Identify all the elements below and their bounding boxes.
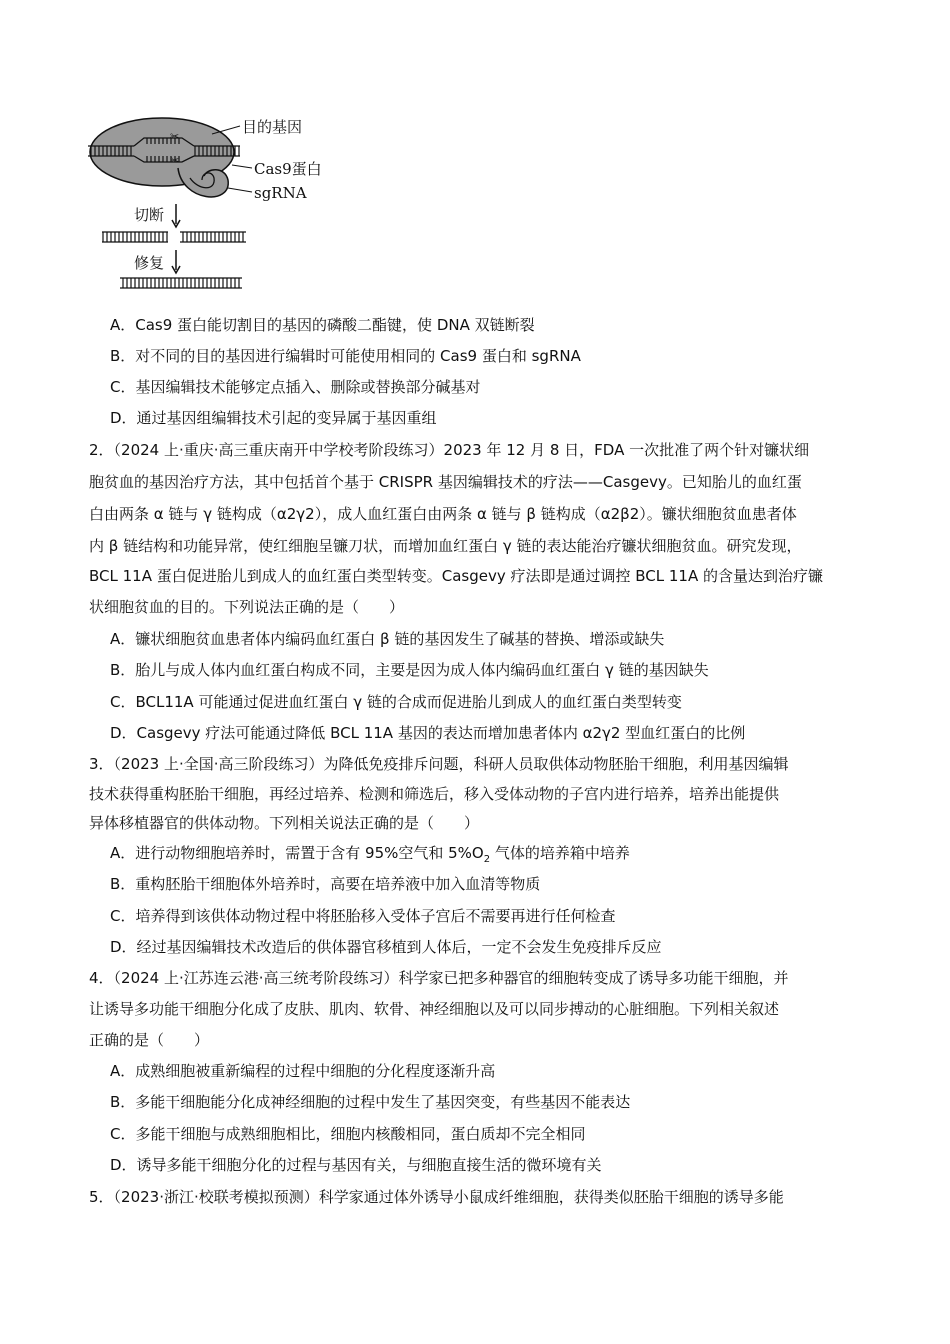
- q4-stem-line: 4．（2024 上·江苏连云港·高三统考阶段练习）科学家已把多种器官的细胞转变成了诱导多功能干细胞，并: [89, 969, 789, 987]
- q2-option-d[interactable]: D．Casgevy 疗法可能通过降低 BCL 11A 基因的表达而增加患者体内 α2γ2 型血红蛋白的比例: [110, 724, 746, 742]
- dna-repaired: [120, 278, 242, 288]
- q2-stem-line: 白由两条 α 链与 γ 链构成（α2γ2），成人血红蛋白由两条 α 链与 β 链构成（α2β2）。镰状细胞贫血患者体: [89, 505, 797, 523]
- q3-stem-line: 技术获得重构胚胎干细胞，再经过培养、检测和筛选后，移入受体动物的子宫内进行培养，培养出能提供: [89, 785, 780, 803]
- label-repair: 修复: [134, 254, 165, 272]
- q4-option-d[interactable]: D．诱导多能干细胞分化的过程与基因有关，与细胞直接生活的微环境有关: [110, 1156, 602, 1174]
- q1-option-a[interactable]: A．Cas9 蛋白能切割目的基因的磷酸二酯键，使 DNA 双链断裂: [110, 316, 535, 334]
- cas9-diagram: [82, 110, 342, 300]
- q2-stem-line: 2．（2024 上·重庆·高三重庆南开中学校考阶段练习）2023 年 12 月 8 日，FDA 一次批准了两个针对镰状细: [89, 441, 810, 459]
- q4-option-a[interactable]: A．成熟细胞被重新编程的过程中细胞的分化程度逐渐升高: [110, 1062, 496, 1080]
- q2-stem-line: BCL 11A 蛋白促进胎儿到成人的血红蛋白类型转变。Casgevy 疗法即是通过调控 BCL 11A 的含量达到治疗镰: [89, 567, 824, 585]
- q1-option-d[interactable]: D．通过基因组编辑技术引起的变异属于基因重组: [110, 409, 437, 427]
- q3-stem-line: 异体移植器官的供体动物。下列相关说法正确的是（ ）: [89, 814, 480, 832]
- q2-option-a[interactable]: A．镰状细胞贫血患者体内编码血红蛋白 β 链的基因发生了碱基的替换、增添或缺失: [110, 630, 665, 648]
- q2-stem-line: 内 β 链结构和功能异常，使红细胞呈镰刀状，而增加血红蛋白 γ 链的表达能治疗镰状细胞贫血。研究发现，: [89, 537, 802, 555]
- label-target-gene: 目的基因: [242, 118, 303, 136]
- q2-option-c[interactable]: C．BCL11A 可能通过促进血红蛋白 γ 链的合成而促进胎儿到成人的血红蛋白类型转变: [110, 693, 682, 711]
- q2-stem-line: 状细胞贫血的目的。下列说法正确的是（ ）: [89, 598, 405, 616]
- q3-option-a[interactable]: [110, 843, 630, 870]
- q5-stem-line: 5．（2023·浙江·校联考模拟预测）科学家通过体外诱导小鼠成纤维细胞，获得类似胚胎干细胞的诱导多能: [89, 1188, 784, 1206]
- q4-stem-line: 让诱导多功能干细胞分化成了皮肤、肌肉、软骨、神经细胞以及可以同步搏动的心脏细胞。下列相关叙述: [89, 1000, 780, 1018]
- q3-option-b[interactable]: B．重构胚胎干细胞体外培养时，高要在培养液中加入血清等物质: [110, 875, 541, 893]
- q3-option-a-text: A．进行动物细胞培养时，需置于含有 95%空气和 5%O: [110, 844, 484, 862]
- dna-left-strand: [88, 146, 134, 156]
- q2-stem-line: 胞贫血的基因治疗方法，其中包括首个基于 CRISPR 基因编辑技术的疗法——Casgevy。已知胎儿的血红蛋: [89, 473, 802, 491]
- dna-right-strand: [194, 146, 240, 156]
- q1-option-b[interactable]: B．对不同的目的基因进行编辑时可能使用相同的 Cas9 蛋白和 sgRNA: [110, 347, 581, 365]
- q1-option-c[interactable]: C．基因编辑技术能够定点插入、删除或替换部分碱基对: [110, 378, 481, 396]
- q4-stem-line: 正确的是（ ）: [89, 1031, 210, 1049]
- q3-option-c[interactable]: C．培养得到该供体动物过程中将胚胎移入受体子宫后不需要再进行任何检查: [110, 907, 616, 925]
- q3-option-d[interactable]: D．经过基因编辑技术改造后的供体器官移植到人体后，一定不会发生免疫排斥反应: [110, 938, 662, 956]
- q4-option-c[interactable]: C．多能干细胞与成熟细胞相比，细胞内核酸相同，蛋白质却不完全相同: [110, 1125, 586, 1143]
- dna-cut-left: [102, 232, 168, 242]
- q3-option-a-text-end: 气体的培养箱中培养: [490, 844, 630, 862]
- label-cas9-protein: Cas9蛋白: [254, 160, 322, 178]
- cas9-diagram-svg: [82, 110, 342, 300]
- scissors-icon: ✂: [170, 154, 180, 167]
- q3-option-a-subscript: 2: [483, 854, 491, 865]
- scissors-icon: ✂: [170, 130, 180, 143]
- label-cut: 切断: [134, 206, 165, 224]
- label-sgrna: sgRNA: [254, 184, 307, 202]
- dna-cut-right: [180, 232, 246, 242]
- q4-option-b[interactable]: B．多能干细胞能分化成神经细胞的过程中发生了基因突变，有些基因不能表达: [110, 1093, 631, 1111]
- q3-stem-line: 3．（2023 上·全国·高三阶段练习）为降低免疫排斥问题，科研人员取供体动物胚胎干细胞，利用基因编辑: [89, 755, 789, 773]
- q2-option-b[interactable]: B．胎儿与成人体内血红蛋白构成不同，主要是因为成人体内编码血红蛋白 γ 链的基因缺失: [110, 661, 709, 679]
